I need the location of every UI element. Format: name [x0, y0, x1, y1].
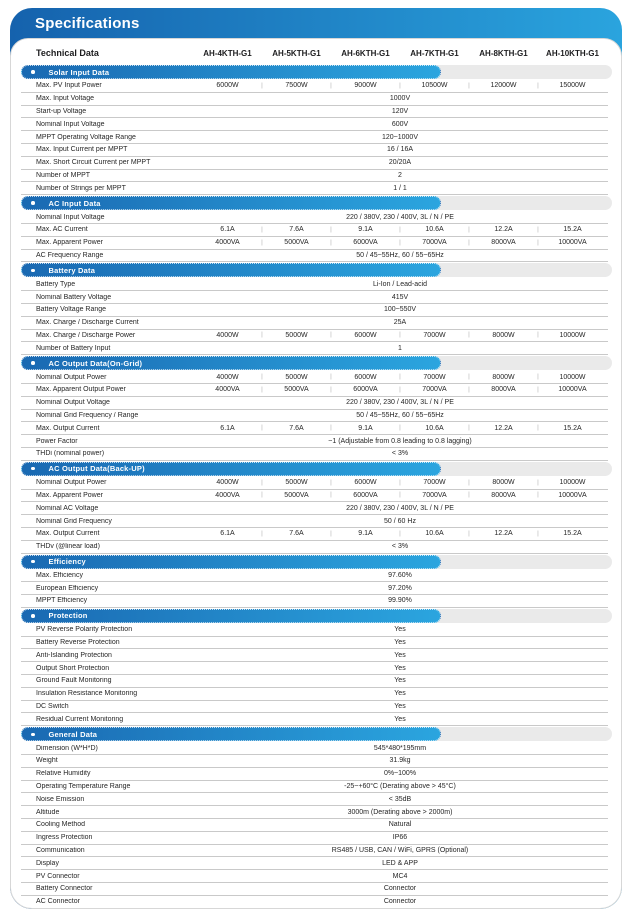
- bullet-dot-icon: [31, 560, 35, 564]
- spec-row-display: [21, 857, 608, 870]
- row-value-cell: | 10500W: [400, 82, 469, 89]
- section-pill: [21, 196, 441, 210]
- spec-row-pv-reverse-polarity-protection: [21, 624, 608, 637]
- row-label: Nominal Input Voltage: [36, 213, 105, 221]
- row-value: 50 / 45~55Hz, 60 / 55~65Hz: [356, 411, 444, 419]
- column-header-model-1: AH-4KTH-G1: [203, 48, 252, 58]
- row-label: Weight: [36, 757, 58, 765]
- spec-row-european-efficiency: [21, 582, 608, 595]
- row-value-cell: | 5000W: [262, 479, 331, 486]
- spec-row-thdi-nominal-power: [21, 448, 608, 461]
- row-label: Nominal Output Power: [36, 373, 107, 381]
- spec-row-number-of-mppt: [21, 170, 608, 183]
- column-header-model-6: AH-10KTH-G1: [546, 48, 599, 58]
- spec-row-start-up-voltage: [21, 106, 608, 119]
- bullet-dot-icon: [31, 467, 35, 471]
- bullet-dot-icon: [31, 614, 35, 618]
- row-value: ~1 (Adjustable from 0.8 leading to 0.8 lagging): [328, 437, 472, 445]
- row-label: Number of MPPT: [36, 171, 91, 179]
- row-value-cell: | 7000VA: [400, 492, 469, 499]
- spec-row-noise-emission: [21, 793, 608, 806]
- row-value: Yes: [394, 690, 406, 698]
- spec-row-battery-voltage-range: [21, 304, 608, 317]
- row-value: 600V: [391, 120, 409, 128]
- row-value-cell: 4000W: [216, 331, 239, 339]
- row-value-cell: | 9.1A: [331, 530, 400, 537]
- section-header-general-data: [11, 727, 621, 741]
- row-values: [193, 237, 607, 249]
- row-value: Connector: [383, 898, 417, 906]
- bullet-dot-icon: [31, 201, 35, 205]
- column-header-row: [21, 42, 608, 64]
- row-value-cell: | 12.2A: [469, 530, 538, 537]
- row-value: 25A: [393, 319, 407, 327]
- row-value-cell: | 7000W: [400, 374, 469, 381]
- spec-row-cooling-method: [21, 819, 608, 832]
- row-value-cell: | 5000VA: [262, 386, 331, 393]
- row-label: Nominal Output Power: [36, 479, 107, 487]
- row-label: Display: [36, 859, 59, 867]
- row-label: Max. Output Current: [36, 530, 100, 538]
- section-title: Efficiency: [48, 557, 86, 566]
- row-value: RS485 / USB, CAN / WiFi, GPRS (Optional): [331, 847, 469, 855]
- section-header-ac-output-data-back-up: [11, 462, 621, 476]
- row-label: PV Connector: [36, 872, 80, 880]
- spec-row-max-ac-current: [21, 224, 608, 237]
- spec-row-power-factor: [21, 435, 608, 448]
- row-value-cell: 4000W: [216, 373, 239, 381]
- spec-row-nominal-input-voltage: [21, 211, 608, 224]
- row-value-cell: | 12.2A: [469, 425, 538, 432]
- row-value-cell: | 7500W: [262, 82, 331, 89]
- row-label: Ingress Protection: [36, 834, 93, 842]
- row-value-cell: | 7.6A: [262, 226, 331, 233]
- row-label: Battery Reverse Protection: [36, 639, 120, 647]
- row-value-cell: | 8000VA: [469, 386, 538, 393]
- row-value-cell: | 9.1A: [331, 226, 400, 233]
- row-value: 120V: [391, 107, 409, 115]
- row-values: [193, 80, 607, 92]
- spec-row-max-efficiency: [21, 570, 608, 583]
- row-value-cell: | 8000VA: [469, 492, 538, 499]
- section-pill: [21, 462, 441, 476]
- column-header-model-5: AH-8KTH-G1: [479, 48, 528, 58]
- row-value: Connector: [383, 885, 417, 893]
- row-value-cell: | 8000W: [469, 479, 538, 486]
- row-value: 1000V: [389, 95, 411, 103]
- page-title: Specifications: [35, 14, 140, 32]
- spec-row-anti-islanding-protection: [21, 649, 608, 662]
- row-value: Yes: [394, 677, 406, 685]
- row-value: MC4: [392, 872, 408, 880]
- row-label: THDi (nominal power): [36, 450, 105, 458]
- section-pill: [21, 555, 441, 569]
- row-value: 97.60%: [388, 571, 412, 579]
- row-label: Nominal Grid Frequency / Range: [36, 411, 139, 419]
- row-value: 50 / 45~55Hz, 60 / 55~65Hz: [356, 251, 444, 259]
- row-value-cell: | 6000W: [331, 374, 400, 381]
- row-value-cell: | 10000W: [538, 479, 607, 486]
- row-value: 16 / 16A: [386, 146, 414, 154]
- row-value-cell: | 6000W: [331, 332, 400, 339]
- row-value-cell: | 10000VA: [538, 386, 607, 393]
- row-value-cell: | 7000W: [400, 332, 469, 339]
- row-label: Max. Input Voltage: [36, 95, 94, 103]
- spec-row-max-output-current: [21, 528, 608, 541]
- row-value-cell: | 10000W: [538, 332, 607, 339]
- row-values: [193, 422, 607, 434]
- spec-row-insulation-resistance-monitoring: [21, 688, 608, 701]
- row-values: [193, 371, 607, 383]
- spec-row-max-charge-discharge-current: [21, 317, 608, 330]
- row-label: European Efficiency: [36, 584, 99, 592]
- row-label: THDv (@linear load): [36, 543, 100, 551]
- bullet-dot-icon: [31, 70, 35, 74]
- row-value: -25~+60°C (Derating above > 45°C): [344, 783, 456, 791]
- spec-row-max-pv-input-power: [21, 80, 608, 93]
- spec-row-battery-reverse-protection: [21, 637, 608, 650]
- sheet-header: [10, 8, 622, 38]
- spec-row-nominal-output-power: [21, 477, 608, 490]
- spec-row-dc-switch: [21, 701, 608, 714]
- row-label: Noise Emission: [36, 795, 85, 803]
- section-title: Protection: [48, 611, 88, 621]
- row-value-cell: | 7.6A: [262, 530, 331, 537]
- row-values: [193, 224, 607, 236]
- row-label: Cooling Method: [36, 821, 86, 829]
- spec-row-relative-humidity: [21, 768, 608, 781]
- row-values: [193, 477, 607, 489]
- row-value: 1: [398, 344, 402, 352]
- row-value: LED & APP: [382, 859, 418, 867]
- sections-container: [11, 64, 621, 909]
- row-value-cell: | 7000VA: [400, 239, 469, 246]
- row-label: Max. Apparent Power: [36, 239, 103, 247]
- row-value-cell: | 8000W: [469, 374, 538, 381]
- row-values: [193, 330, 607, 342]
- section-header-solar-input-data: [11, 65, 621, 79]
- row-value-cell: | 7000VA: [400, 386, 469, 393]
- row-value: 31.9kg: [389, 757, 411, 765]
- row-value-cell: | 8000VA: [469, 239, 538, 246]
- row-value: 220 / 380V, 230 / 400V, 3L / N / PE: [346, 213, 454, 221]
- row-label: Communication: [36, 847, 85, 855]
- row-label: Number of Battery Input: [36, 344, 111, 352]
- row-value-cell: | 6000W: [331, 479, 400, 486]
- row-value-cell: | 5000W: [262, 332, 331, 339]
- row-values: [193, 490, 607, 502]
- row-value-cell: | 7000W: [400, 479, 469, 486]
- row-value-cell: | 7.6A: [262, 425, 331, 432]
- row-label: Max. Charge / Discharge Current: [36, 319, 139, 327]
- row-value: 2: [398, 171, 402, 179]
- row-label: Nominal Battery Voltage: [36, 293, 112, 301]
- row-value-cell: | 6000VA: [331, 239, 400, 246]
- row-label: Battery Connector: [36, 885, 93, 893]
- row-label: AC Connector: [36, 898, 80, 906]
- row-value-cell: | 6000VA: [331, 386, 400, 393]
- row-value-cell: | 6000VA: [331, 492, 400, 499]
- row-value-cell: | 10000VA: [538, 492, 607, 499]
- spec-row-residual-current-monitoring: [21, 713, 608, 726]
- row-value-cell: 6.1A: [220, 226, 235, 234]
- spec-row-max-apparent-power: [21, 490, 608, 503]
- row-label: Residual Current Monitoring: [36, 715, 124, 723]
- row-value-cell: | 5000VA: [262, 239, 331, 246]
- row-value: 50 / 60 Hz: [384, 517, 416, 525]
- spec-row-operating-temperature-range: [21, 781, 608, 794]
- spec-row-altitude: [21, 806, 608, 819]
- spec-row-ac-connector: [21, 896, 608, 909]
- column-header-model-2: AH-5KTH-G1: [272, 48, 321, 58]
- row-value-cell: | 10000W: [538, 374, 607, 381]
- row-value-cell: | 12000W: [469, 82, 538, 89]
- row-label: Nominal Input Voltage: [36, 120, 105, 128]
- row-label: Number of Strings per MPPT: [36, 184, 126, 192]
- row-value: Yes: [394, 664, 406, 672]
- spec-row-nominal-ac-voltage: [21, 502, 608, 515]
- spec-row-nominal-output-power: [21, 371, 608, 384]
- row-value: 545*480*195mm: [373, 744, 427, 752]
- row-label: Battery Voltage Range: [36, 306, 107, 314]
- spec-table: [10, 38, 622, 909]
- spec-row-battery-type: [21, 278, 608, 291]
- row-value: Natural: [388, 821, 412, 829]
- row-value-cell: | 9.1A: [331, 425, 400, 432]
- section-header-battery-data: [11, 263, 621, 277]
- row-label: Output Short Protection: [36, 664, 110, 672]
- row-label: Nominal Grid Frequency: [36, 517, 112, 525]
- section-title: AC Output Data(On-Grid): [48, 358, 143, 368]
- section-header-ac-output-data-on-grid: [11, 356, 621, 370]
- row-label: Nominal Output Voltage: [36, 399, 110, 407]
- spec-row-max-input-voltage: [21, 93, 608, 106]
- row-value: 220 / 380V, 230 / 400V, 3L / N / PE: [346, 504, 454, 512]
- row-value-cell: | 10.6A: [400, 530, 469, 537]
- row-values: [193, 384, 607, 396]
- row-label: Max. AC Current: [36, 226, 88, 234]
- row-label: Max. Efficiency: [36, 571, 83, 579]
- spec-row-number-of-strings-per-mppt: [21, 182, 608, 195]
- row-value-cell: 4000VA: [215, 491, 240, 499]
- row-value-cell: 6.1A: [220, 424, 235, 432]
- row-label: Max. Input Current per MPPT: [36, 146, 128, 154]
- section-title: AC Output Data(Back-UP): [48, 464, 145, 474]
- spec-row-nominal-grid-frequency: [21, 515, 608, 528]
- row-value: 1 / 1: [393, 184, 407, 192]
- spec-row-nominal-grid-frequency-range: [21, 410, 608, 423]
- row-value: 100~550V: [383, 306, 417, 314]
- row-label: Max. Output Current: [36, 424, 100, 432]
- section-title: Solar Input Data: [48, 67, 110, 77]
- spec-row-communication: [21, 845, 608, 858]
- row-label: PV Reverse Polarity Protection: [36, 626, 133, 634]
- section-pill: [21, 609, 441, 623]
- spec-row-dimension-w-h-d: [21, 742, 608, 755]
- spec-row-thdv-linear-load: [21, 541, 608, 554]
- column-header-model-3: AH-6KTH-G1: [341, 48, 390, 58]
- row-label: Max. Apparent Output Power: [36, 386, 126, 394]
- section-title: Battery Data: [48, 265, 96, 275]
- row-value: Yes: [394, 715, 406, 723]
- spec-row-max-output-current: [21, 422, 608, 435]
- spec-row-max-charge-discharge-power: [21, 330, 608, 343]
- spec-row-max-apparent-output-power: [21, 384, 608, 397]
- row-value: < 3%: [391, 450, 409, 458]
- row-value: < 3%: [391, 543, 409, 551]
- row-value: Yes: [394, 703, 406, 711]
- row-value-cell: | 5000VA: [262, 492, 331, 499]
- row-label: Operating Temperature Range: [36, 783, 131, 791]
- section-header-efficiency: [11, 555, 621, 569]
- section-pill: [21, 356, 441, 370]
- spec-row-nominal-input-voltage: [21, 118, 608, 131]
- row-value: 120~1000V: [381, 133, 418, 141]
- row-label: MPPT Operating Voltage Range: [36, 133, 136, 141]
- row-value-cell: 6000W: [216, 82, 239, 90]
- row-value-cell: | 9000W: [331, 82, 400, 89]
- row-value: IP66: [392, 834, 408, 842]
- section-header-ac-input-data: [11, 196, 621, 210]
- row-label: Anti-Islanding Protection: [36, 651, 112, 659]
- section-title: AC Input Data: [48, 198, 101, 208]
- row-label: Battery Type: [36, 280, 76, 288]
- row-label: Insulation Resistance Monitoring: [36, 690, 138, 698]
- spec-row-max-apparent-power: [21, 237, 608, 250]
- row-value-cell: | 15.2A: [538, 530, 607, 537]
- row-value: Li-Ion / Lead-acid: [372, 280, 428, 288]
- spec-row-output-short-protection: [21, 662, 608, 675]
- row-label: Dimension (W*H*D): [36, 744, 98, 752]
- row-label: Ground Fault Monitoring: [36, 677, 112, 685]
- bullet-dot-icon: [31, 361, 35, 365]
- spec-row-ground-fault-monitoring: [21, 675, 608, 688]
- row-value: Yes: [394, 651, 406, 659]
- row-value-cell: 4000W: [216, 479, 239, 487]
- row-value: Yes: [394, 639, 406, 647]
- section-pill: [21, 263, 441, 277]
- column-header-technical-data: Technical Data: [36, 48, 99, 58]
- row-label: Altitude: [36, 808, 60, 816]
- row-label: Nominal AC Voltage: [36, 504, 99, 512]
- spec-row-ac-frequency-range: [21, 250, 608, 263]
- section-pill: [21, 727, 441, 741]
- row-values: [193, 528, 607, 540]
- row-value: 97.20%: [388, 584, 412, 592]
- row-value: 99.90%: [388, 597, 412, 605]
- spec-row-pv-connector: [21, 870, 608, 883]
- row-value: Yes: [394, 626, 406, 634]
- spec-row-mppt-operating-voltage-range: [21, 131, 608, 144]
- spec-sheet-card: [10, 8, 622, 909]
- row-value: 20/20A: [388, 159, 412, 167]
- spec-row-mppt-efficiency: [21, 595, 608, 608]
- row-label: Relative Humidity: [36, 770, 91, 778]
- row-value-cell: | 5000W: [262, 374, 331, 381]
- row-value: < 35dB: [388, 795, 412, 803]
- bullet-dot-icon: [31, 733, 35, 737]
- row-value-cell: | 15000W: [538, 82, 607, 89]
- row-value-cell: | 15.2A: [538, 226, 607, 233]
- row-value: 3000m (Derating above > 2000m): [347, 808, 453, 816]
- row-value: 0%~100%: [383, 770, 417, 778]
- spec-row-ingress-protection: [21, 832, 608, 845]
- row-value-cell: | 12.2A: [469, 226, 538, 233]
- section-header-protection: [11, 609, 621, 623]
- column-header-model-4: AH-7KTH-G1: [410, 48, 459, 58]
- spec-row-battery-connector: [21, 883, 608, 896]
- spec-row-weight: [21, 755, 608, 768]
- row-value-cell: | 10000VA: [538, 239, 607, 246]
- row-label: Power Factor: [36, 437, 78, 445]
- row-value-cell: | 8000W: [469, 332, 538, 339]
- row-value: 415V: [391, 293, 409, 301]
- row-value-cell: | 15.2A: [538, 425, 607, 432]
- spec-row-max-input-current-per-mppt: [21, 144, 608, 157]
- spec-row-nominal-battery-voltage: [21, 291, 608, 304]
- row-label: Max. Apparent Power: [36, 491, 103, 499]
- row-value-cell: 4000VA: [215, 386, 240, 394]
- bullet-dot-icon: [31, 269, 35, 273]
- row-label: Max. Charge / Discharge Power: [36, 331, 136, 339]
- row-label: MPPT Efficiency: [36, 597, 88, 605]
- row-value: 220 / 380V, 230 / 400V, 3L / N / PE: [346, 399, 454, 407]
- spec-row-max-short-circuit-current-per-mppt: [21, 157, 608, 170]
- row-value-cell: | 10.6A: [400, 425, 469, 432]
- row-value-cell: 6.1A: [220, 530, 235, 538]
- row-value-cell: 4000VA: [215, 239, 240, 247]
- row-label: Start-up Voltage: [36, 107, 87, 115]
- section-title: General Data: [48, 729, 98, 739]
- section-pill: [21, 65, 441, 79]
- row-value-cell: | 10.6A: [400, 226, 469, 233]
- row-label: Max. Short Circuit Current per MPPT: [36, 159, 151, 167]
- row-label: AC Frequency Range: [36, 251, 104, 259]
- spec-row-number-of-battery-input: [21, 342, 608, 355]
- row-label: Max. PV Input Power: [36, 82, 102, 90]
- row-label: DC Switch: [36, 703, 69, 711]
- spec-row-nominal-output-voltage: [21, 397, 608, 410]
